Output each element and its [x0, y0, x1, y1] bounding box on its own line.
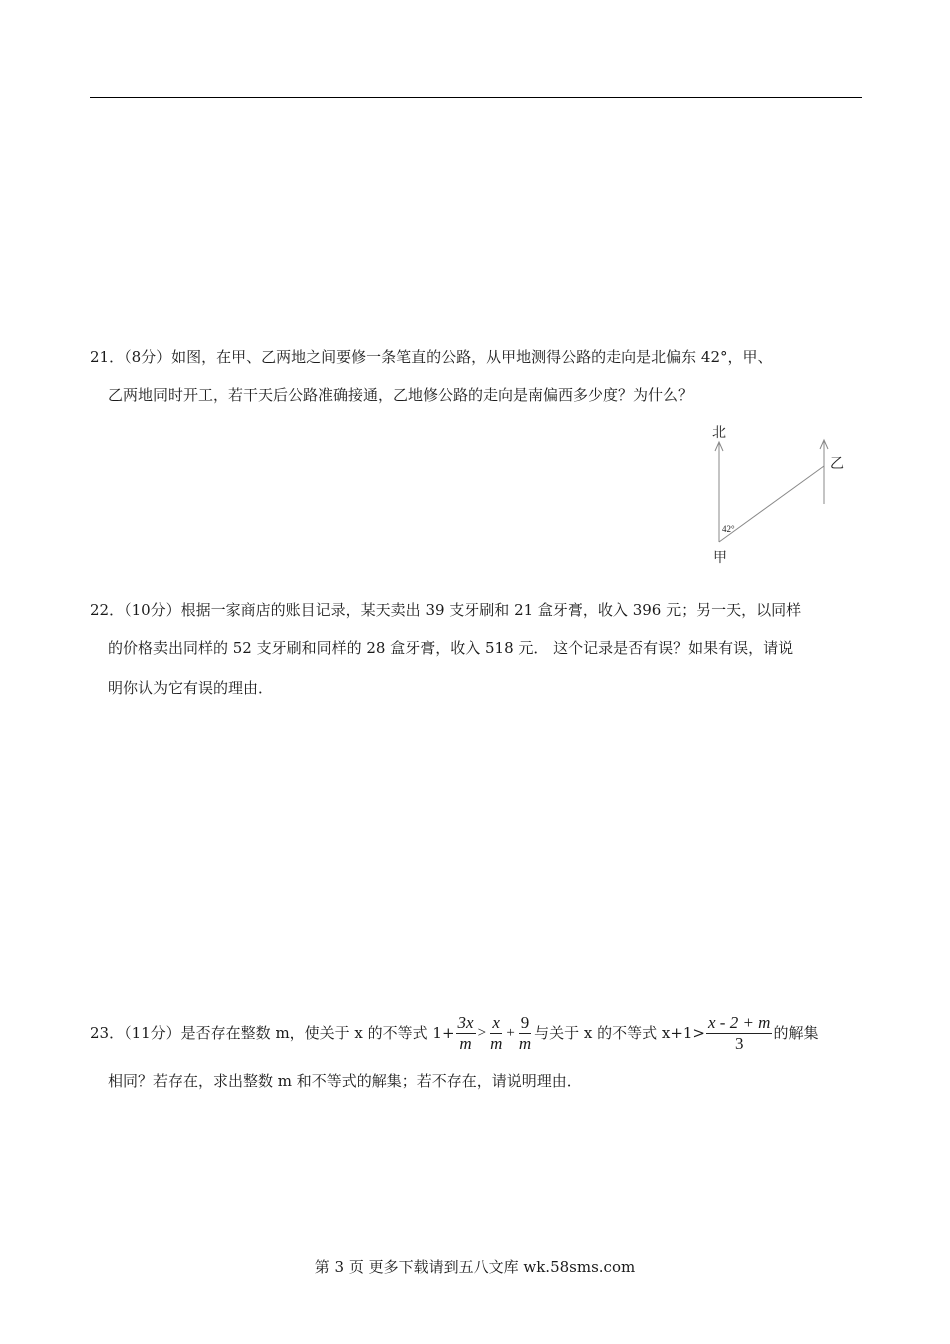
q23-suffix: 的解集	[773, 1024, 819, 1042]
frac1-denominator: m	[459, 1033, 472, 1053]
frac1-numerator: 3x	[457, 1012, 474, 1032]
point-b-label: 乙	[830, 456, 844, 472]
fraction-x-over-m	[488, 1013, 504, 1054]
angle-label: 42°	[722, 524, 735, 534]
road-line	[719, 466, 824, 542]
fraction-x-minus-2-plus-m-over-3	[706, 1013, 772, 1054]
q23-text-line2: 相同？若存在，求出整数 m 和不等式的解集；若不存在，请说明理由．	[108, 1072, 582, 1090]
q23-text-line1	[90, 1010, 818, 1056]
q22-text-line1: 22．（10分）根据一家商店的账目记录，某天卖出 39 支牙刷和 21 盒牙膏，收入 396 元；另一天，以同样	[90, 601, 802, 619]
q22-text-line2: 的价格卖出同样的 52 支牙刷和同样的 28 盒牙膏，收入 518 元． 这个记录是否有误？如果有误，请说	[108, 639, 794, 657]
frac3-denominator: m	[518, 1033, 532, 1053]
frac3-numerator: 9	[520, 1012, 530, 1032]
frac4-numerator: x - 2 + m	[708, 1012, 771, 1032]
greater-than-sign: >	[477, 1025, 487, 1041]
frac2-numerator: x	[492, 1012, 500, 1032]
frac4-denominator: 3	[734, 1033, 744, 1053]
plus-sign: +	[506, 1025, 515, 1041]
page-footer: 第 3 页 更多下载请到五八文库 wk.58sms.com	[314, 1258, 636, 1276]
q21-direction-diagram	[700, 420, 860, 570]
point-a-label: 甲	[713, 550, 727, 566]
q23-middle: 与关于 x 的不等式 x+1>	[534, 1024, 705, 1042]
q21-text-line2: 乙两地同时开工，若干天后公路准确接通，乙地修公路的走向是南偏西多少度？为什么？	[108, 386, 694, 404]
q21-text-line1: 21．（8分）如图，在甲、乙两地之间要修一条笔直的公路，从甲地测得公路的走向是北偏东 42°，甲、	[90, 348, 773, 366]
fraction-9-over-m	[517, 1013, 533, 1054]
q22-text-line3: 明你认为它有误的理由．	[108, 679, 274, 697]
q23-prefix: 23．（11分）是否存在整数 m，使关于 x 的不等式 1+	[90, 1024, 455, 1042]
fraction-3x-over-m	[456, 1013, 476, 1054]
north-label: 北	[712, 425, 726, 441]
header-rule	[90, 97, 862, 98]
frac2-denominator: m	[490, 1033, 503, 1053]
